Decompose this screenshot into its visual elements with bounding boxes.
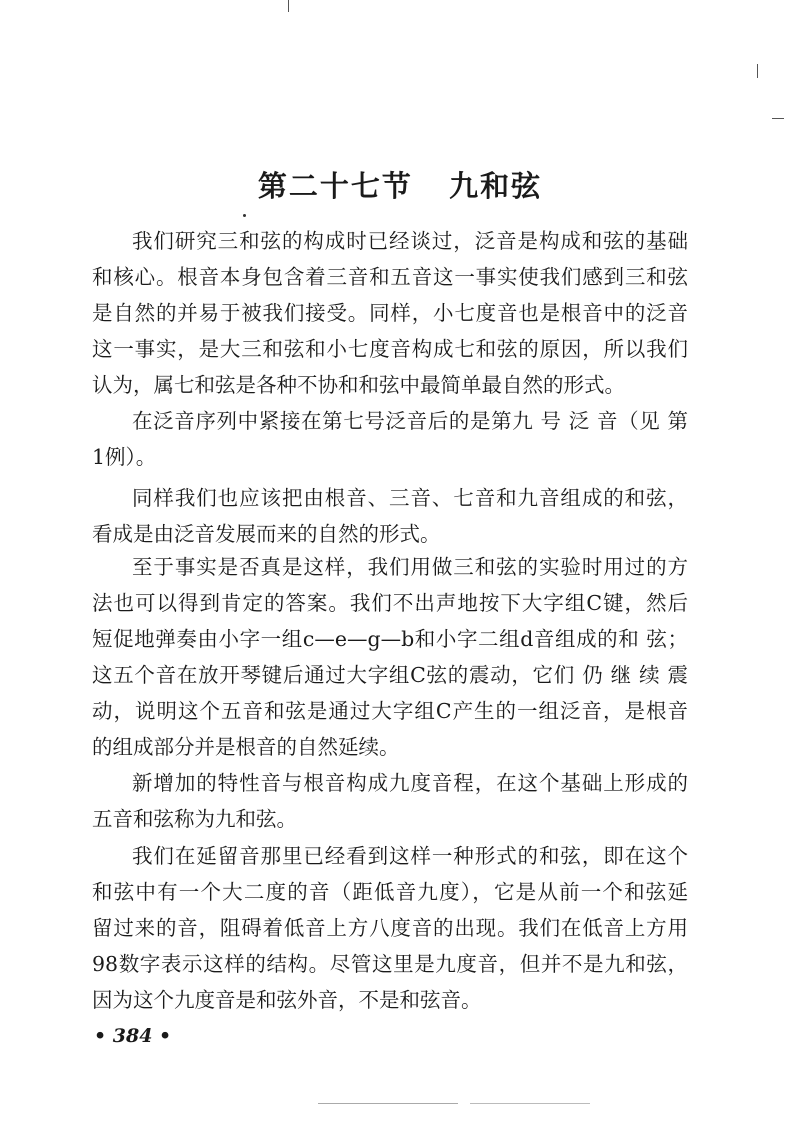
text-line: 法也可以得到肯定的答案。我们不出声地按下大字组C键，然后 xyxy=(92,591,688,615)
page-number: • 384 • xyxy=(94,1025,172,1047)
scan-mark xyxy=(288,0,289,12)
text-line: 我们研究三和弦的构成时已经谈过，泛音是构成和弦的基础 xyxy=(132,229,688,253)
paragraph-5 xyxy=(92,765,688,837)
paragraph-4 xyxy=(92,549,688,765)
text-line: 短促地弹奏由小字一组c—e—g—b和小字二组d音组成的和 弦； xyxy=(92,627,688,651)
text-line: 至于事实是否真是这样，我们用做三和弦的实验时用过的方 xyxy=(132,555,688,579)
text-line: 同样我们也应该把由根音、三音、七音和九音组成的和弦， xyxy=(132,486,688,510)
text-line: 的组成部分并是根音的自然延续。 xyxy=(92,735,400,759)
text-line: 这五个音在放开琴键后通过大字组C弦的震动，它们 仍 继 续 震 xyxy=(92,663,688,687)
text-line: 因为这个九度音是和弦外音，不是和弦音。 xyxy=(92,988,482,1012)
scan-mark xyxy=(757,64,758,78)
text-line: 和弦中有一个大二度的音（距低音九度），它是从前一个和弦延 xyxy=(92,880,688,904)
text-line: 五音和弦称为九和弦。 xyxy=(92,807,297,831)
paragraph-3 xyxy=(92,480,688,552)
paragraph-2 xyxy=(92,403,688,475)
paragraph-6 xyxy=(92,838,688,1018)
scan-mark xyxy=(470,1103,590,1104)
text-line: 这一事实，是大三和弦和小七度音构成七和弦的原因，所以我们 xyxy=(92,337,688,361)
text-line: 和核心。根音本身包含着三音和五音这一事实使我们感到三和弦 xyxy=(92,265,688,289)
text-line: 留过来的音，阻碍着低音上方八度音的出现。我们在低音上方用 xyxy=(92,916,688,940)
text-line: 我们在延留音那里已经看到这样一种形式的和弦，即在这个 xyxy=(132,844,688,868)
text-line: 1例）。 xyxy=(92,445,157,469)
scan-mark xyxy=(772,118,784,119)
scan-speck xyxy=(243,214,246,217)
paragraph-1 xyxy=(92,223,688,403)
text-line: 动，说明这个五音和弦是通过大字组C产生的一组泛音，是根音 xyxy=(92,699,688,723)
text-line: 98数字表示这样的结构。尽管这里是九度音，但并不是九和弦， xyxy=(92,952,688,976)
text-line: 在泛音序列中紧接在第七号泛音后的是第九 号 泛 音（见 第 xyxy=(132,409,688,433)
section-title: 第二十七节 九和弦 xyxy=(257,169,543,203)
text-line: 是自然的并易于被我们接受。同样，小七度音也是根音中的泛音 xyxy=(92,301,688,325)
text-line: 新增加的特性音与根音构成九度音程，在这个基础上形成的 xyxy=(132,771,688,795)
scan-mark xyxy=(318,1103,458,1104)
text-line: 看成是由泛音发展而来的自然的形式。 xyxy=(92,522,441,546)
text-line: 认为，属七和弦是各种不协和和弦中最简单最自然的形式。 xyxy=(92,373,625,397)
